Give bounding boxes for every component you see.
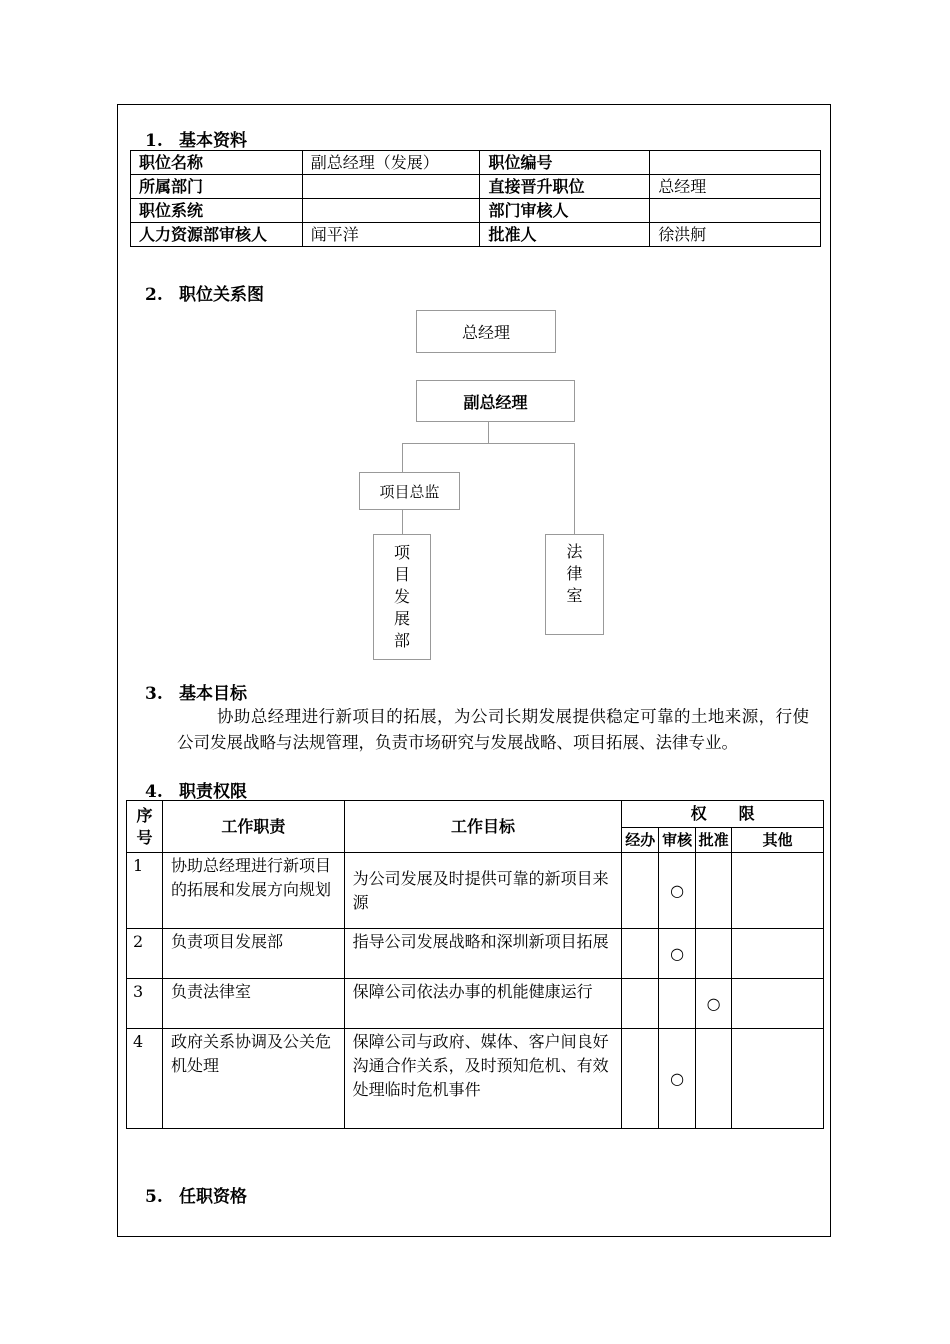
org-char: 法 <box>566 542 583 561</box>
row-auth-other <box>732 929 824 979</box>
org-box-project-director <box>359 472 460 510</box>
org-label: 项目总监 <box>379 482 440 501</box>
row-auth-review: ○ <box>659 853 696 929</box>
row-auth-approve <box>696 853 732 929</box>
org-char: 律 <box>566 564 583 583</box>
org-box-legal-office <box>545 534 604 635</box>
header-handle: 经办 <box>622 828 659 853</box>
row-no: 2 <box>127 929 163 979</box>
row-auth-handle <box>622 1029 659 1129</box>
row-auth-approve: ○ <box>696 979 732 1029</box>
row-auth-review <box>659 979 696 1029</box>
section-heading-basic-info <box>145 126 247 151</box>
row-auth-review: ○ <box>659 1029 696 1129</box>
org-box-deputy-gm <box>416 380 575 422</box>
header-no: 序号 <box>127 801 163 853</box>
row-no: 1 <box>127 853 163 929</box>
row-auth-approve <box>696 1029 732 1129</box>
value-promotion: 总经理 <box>650 175 821 199</box>
org-char: 部 <box>393 631 410 650</box>
value-department <box>302 175 480 199</box>
row-duty: 负责法律室 <box>162 979 344 1029</box>
row-auth-other <box>732 853 824 929</box>
section-title: 任职资格 <box>179 1187 247 1207</box>
row-duty: 负责项目发展部 <box>162 929 344 979</box>
section-number: 2. <box>145 285 163 305</box>
row-auth-review: ○ <box>659 929 696 979</box>
header-duty: 工作职责 <box>162 801 344 853</box>
table-row <box>131 199 821 223</box>
header-approve: 批准 <box>696 828 732 853</box>
section-heading-relation <box>145 280 264 305</box>
org-char: 发 <box>393 587 410 606</box>
row-target: 为公司发展及时提供可靠的新项目来源 <box>344 853 622 929</box>
connector-line <box>488 422 489 443</box>
label-approver: 批准人 <box>480 223 650 247</box>
section-title: 基本目标 <box>179 684 247 704</box>
row-duty: 政府关系协调及公关危机处理 <box>162 1029 344 1129</box>
value-position-system <box>302 199 480 223</box>
label-promotion: 直接晋升职位 <box>480 175 650 199</box>
header-review: 审核 <box>659 828 696 853</box>
header-authority: 权 限 <box>622 801 824 828</box>
org-char: 项 <box>393 543 410 562</box>
row-auth-handle <box>622 853 659 929</box>
row-no: 3 <box>127 979 163 1029</box>
goal-paragraph: 协助总经理进行新项目的拓展，为公司长期发展提供稳定可靠的土地来源，行使公司发展战略与法规管理，负责市场研究与发展战略、项目拓展、法律专业。 <box>177 707 809 752</box>
header-target: 工作目标 <box>344 801 622 853</box>
connector-line <box>574 443 575 534</box>
label-department: 所属部门 <box>131 175 303 199</box>
connector-line <box>402 443 403 472</box>
table-row <box>127 979 824 1029</box>
table-header-row <box>127 801 824 828</box>
connector-line <box>402 510 403 534</box>
row-target: 保障公司依法办事的机能健康运行 <box>344 979 622 1029</box>
value-position-name: 副总经理（发展） <box>302 151 480 175</box>
org-char: 目 <box>393 565 410 584</box>
label-position-name: 职位名称 <box>131 151 303 175</box>
org-box-general-manager <box>416 310 556 353</box>
table-row <box>131 151 821 175</box>
header-other: 其他 <box>732 828 824 853</box>
value-approver: 徐洪舸 <box>650 223 821 247</box>
section-number: 1. <box>145 131 163 151</box>
org-char: 室 <box>566 586 583 605</box>
row-no: 4 <box>127 1029 163 1129</box>
org-label: 总经理 <box>461 323 510 342</box>
value-dept-reviewer <box>650 199 821 223</box>
row-duty: 协助总经理进行新项目的拓展和发展方向规划 <box>162 853 344 929</box>
table-row <box>131 175 821 199</box>
label-position-code: 职位编号 <box>480 151 650 175</box>
row-target: 保障公司与政府、媒体、客户间良好沟通合作关系，及时预知危机、有效处理临时危机事件 <box>344 1029 622 1129</box>
table-row <box>127 1029 824 1129</box>
row-auth-handle <box>622 979 659 1029</box>
section-heading-goal <box>145 679 247 704</box>
row-auth-other <box>732 1029 824 1129</box>
row-auth-other <box>732 979 824 1029</box>
row-target: 指导公司发展战略和深圳新项目拓展 <box>344 929 622 979</box>
table-row <box>127 929 824 979</box>
basic-info-table <box>130 150 821 247</box>
duties-table <box>126 800 824 1129</box>
section-heading-qualification <box>145 1182 247 1207</box>
value-hr-reviewer: 闻平洋 <box>302 223 480 247</box>
section-title: 基本资料 <box>179 131 247 151</box>
org-box-project-dev-dept <box>373 534 431 660</box>
value-position-code <box>650 151 821 175</box>
section-heading-duties <box>145 777 247 802</box>
table-row <box>127 853 824 929</box>
table-row <box>131 223 821 247</box>
section-title: 职位关系图 <box>179 285 264 305</box>
connector-line <box>402 443 575 444</box>
section-number: 5. <box>145 1187 163 1207</box>
org-label: 副总经理 <box>463 392 528 412</box>
label-dept-reviewer: 部门审核人 <box>480 199 650 223</box>
org-char: 展 <box>393 609 410 628</box>
label-hr-reviewer: 人力资源部审核人 <box>131 223 303 247</box>
section-title: 职责权限 <box>179 782 247 802</box>
label-position-system: 职位系统 <box>131 199 303 223</box>
section-number: 3. <box>145 684 163 704</box>
row-auth-approve <box>696 929 732 979</box>
row-auth-handle <box>622 929 659 979</box>
section-number: 4. <box>145 782 163 802</box>
